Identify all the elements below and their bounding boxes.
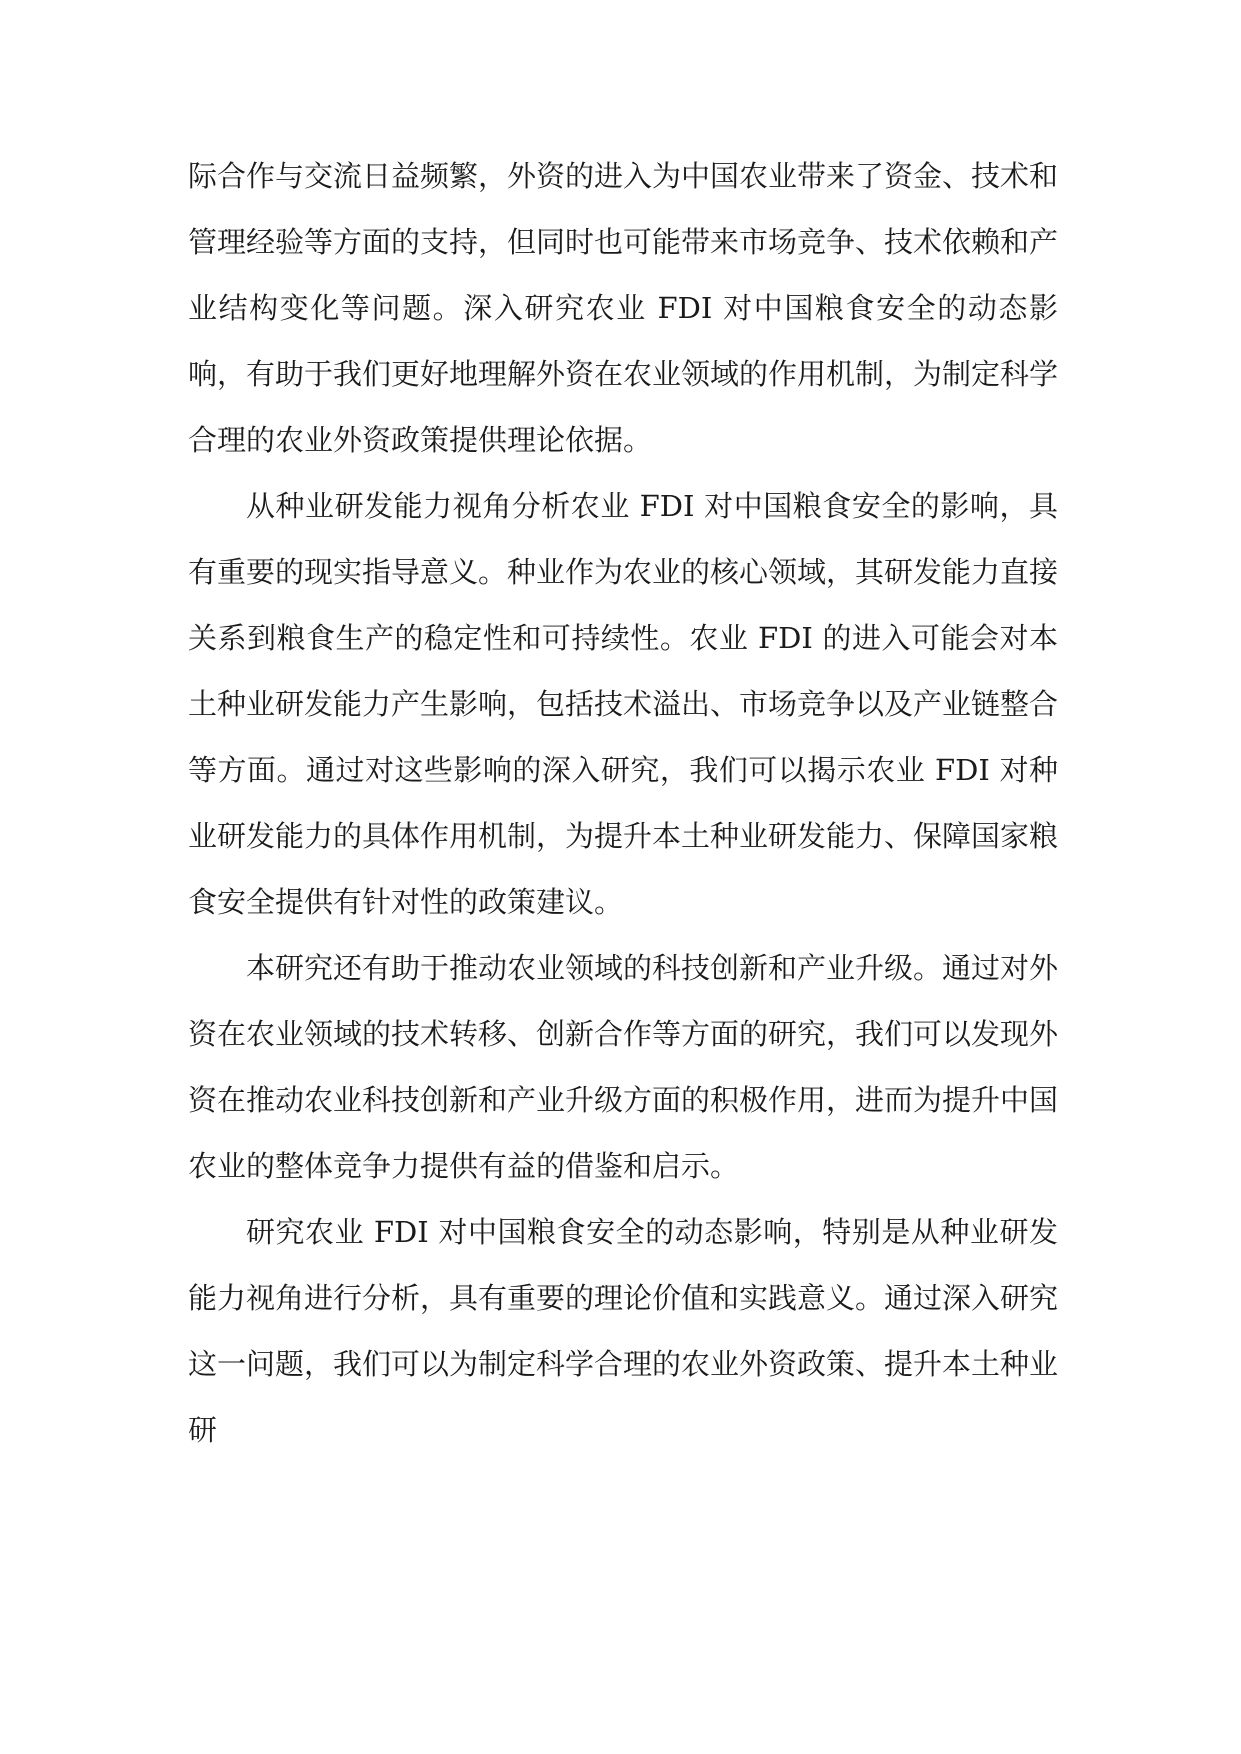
paragraph-seed-industry: 从种业研发能力视角分析农业 FDI 对中国粮食安全的影响，具有重要的现实指导意义。种业作为农业的核心领域，其研发能力直接关系到粮食生产的稳定性和可持续性。农业 FDI 的进入可能会对本土种业研发能力产生影响，包括技术溢出、市场竞争以及产业链整合等方面。通过对这些影响的深入研究，我们可以揭示农业 FDI 对种业研发能力的具体作用机制，为提升本土种业研发能力、保障国家粮食安全提供有针对性的政策建议。 [188,489,1059,919]
body-text [188,143,1058,1463]
paragraph-conclusion: 研究农业 FDI 对中国粮食安全的动态影响，特别是从种业研发能力视角进行分析，具有重要的理论价值和实践意义。通过深入研究这一问题，我们可以为制定科学合理的农业外资政策、提升本土种业研 [188,1215,1059,1447]
paragraph-innovation: 本研究还有助于推动农业领域的科技创新和产业升级。通过对外资在农业领域的技术转移、创新合作等方面的研究，我们可以发现外资在推动农业科技创新和产业升级方面的积极作用，进而为提升中国农业的整体竞争力提供有益的借鉴和启示。 [188,951,1059,1183]
paragraph-continued: 际合作与交流日益频繁，外资的进入为中国农业带来了资金、技术和管理经验等方面的支持，但同时也可能带来市场竞争、技术依赖和产业结构变化等问题。深入研究农业 FDI 对中国粮食安全的动态影响，有助于我们更好地理解外资在农业领域的作用机制，为制定科学合理的农业外资政策提供理论依据。 [188,159,1059,457]
